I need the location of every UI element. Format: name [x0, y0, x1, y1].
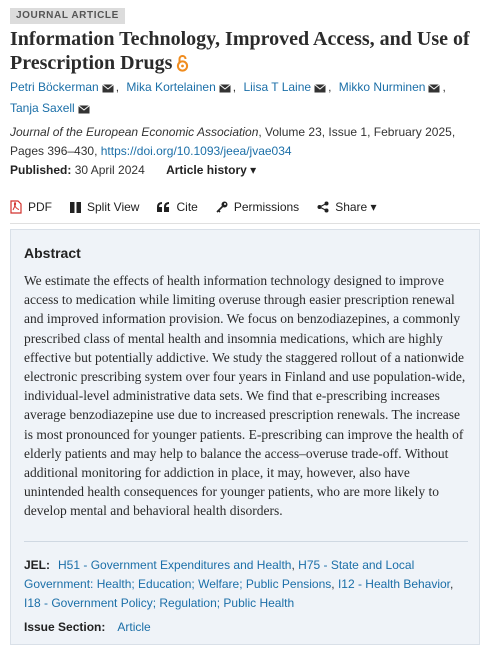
key-icon: [216, 201, 228, 213]
issue-section-link[interactable]: Article: [117, 620, 151, 634]
cite-button[interactable]: [157, 200, 197, 214]
pdf-button[interactable]: [10, 200, 52, 214]
split-view-icon: [70, 202, 81, 213]
share-button[interactable]: [317, 200, 376, 214]
issue-section-row: [24, 618, 151, 636]
author-separator: ,: [115, 80, 120, 94]
jel-code-link[interactable]: I18 - Government Policy; Regulation; Public Health: [24, 596, 295, 610]
jel-code-link[interactable]: I12 - Health Behavior: [337, 577, 451, 591]
author-separator: ,: [232, 80, 237, 94]
author-item: [10, 80, 123, 94]
article-history-toggle[interactable]: Article history ▾: [166, 163, 257, 177]
share-icon: [317, 201, 329, 213]
author-item: [243, 80, 335, 94]
permissions-button[interactable]: [216, 200, 299, 214]
jel-separator: ,: [450, 577, 454, 591]
published-row: [10, 161, 256, 179]
email-icon[interactable]: [314, 80, 326, 99]
email-icon[interactable]: [219, 80, 231, 99]
jel-label: JEL:: [24, 558, 51, 572]
author-item: [10, 101, 92, 115]
permissions-label: Permissions: [233, 200, 300, 214]
author-link[interactable]: Tanja Saxell: [10, 101, 75, 115]
cite-label: Cite: [176, 200, 198, 214]
published-label: Published:: [10, 163, 72, 177]
jel-codes: [24, 556, 470, 613]
pdf-icon: [10, 200, 22, 214]
email-icon[interactable]: [102, 80, 114, 99]
article-type-badge: JOURNAL ARTICLE: [10, 8, 125, 24]
toolbar-divider: [10, 223, 480, 224]
share-label: Share ▾: [335, 200, 377, 214]
article-title: [10, 27, 480, 78]
open-access-icon: [176, 54, 189, 78]
author-link[interactable]: Liisa T Laine: [243, 80, 312, 94]
quote-icon: [157, 202, 170, 212]
split-view-label: Split View: [87, 200, 140, 214]
citation-details: , Volume 23, Issue 1, February 2025, Pages 396–430,: [10, 125, 456, 158]
author-link[interactable]: Petri Böckerman: [10, 80, 99, 94]
citation-line: [10, 123, 472, 161]
pdf-label: PDF: [28, 200, 52, 214]
email-icon[interactable]: [78, 101, 90, 120]
author-separator: ,: [328, 80, 332, 94]
author-link[interactable]: Mikko Nurminen: [338, 80, 426, 94]
published-date: 30 April 2024: [74, 163, 145, 177]
jel-separator: ,: [331, 577, 338, 591]
author-item: [339, 80, 450, 94]
article-title-text: Information Technology, Improved Access, and Use of Prescription Drugs: [10, 28, 470, 74]
author-item: [126, 80, 240, 94]
abstract-heading: Abstract: [24, 245, 81, 261]
jel-code-link[interactable]: H75 - State and Local Government: Health; Education; Welfare; Public Pensions: [24, 558, 415, 591]
abstract-divider: [24, 541, 468, 542]
doi-link[interactable]: https://doi.org/10.1093/jeea/jvae034: [100, 144, 292, 158]
abstract-section: [10, 229, 480, 645]
email-icon[interactable]: [428, 80, 440, 99]
author-list: [10, 78, 472, 120]
split-view-button[interactable]: [70, 200, 139, 214]
journal-name: Journal of the European Economic Association: [10, 125, 259, 139]
abstract-text: We estimate the effects of health information technology designed to improve access to medication while limiting overuse through easier prescription renewal and improved information provision. We focus on benzodiazepines, a commonly prescribed class of mental health and insomnia medications, which are highly effective but potentially addictive. We study the staggered rollout of a nationwide electronic prescribing system over four years in Finland and use population-wide, individual-level administrative data sets. We find that e-prescribing increases average benzodiazepine use due to increased prescription renewals. The increase is most pronounced for younger patients. E-prescribing can improve the health of elderly patients and may help to balance the access–overuse trade-off. Without additional monitoring for addiction in place, it may, however, also have unintended health consequences for younger patients, who are more likely to develop mental and behavioral health disorders.: [24, 273, 466, 519]
jel-separator: ,: [291, 558, 299, 572]
article-toolbar: [10, 197, 395, 217]
issue-section-label: Issue Section:: [24, 620, 106, 634]
author-separator: ,: [442, 80, 446, 94]
jel-code-link[interactable]: H51 - Government Expenditures and Health: [58, 558, 292, 572]
author-link[interactable]: Mika Kortelainen: [126, 80, 216, 94]
